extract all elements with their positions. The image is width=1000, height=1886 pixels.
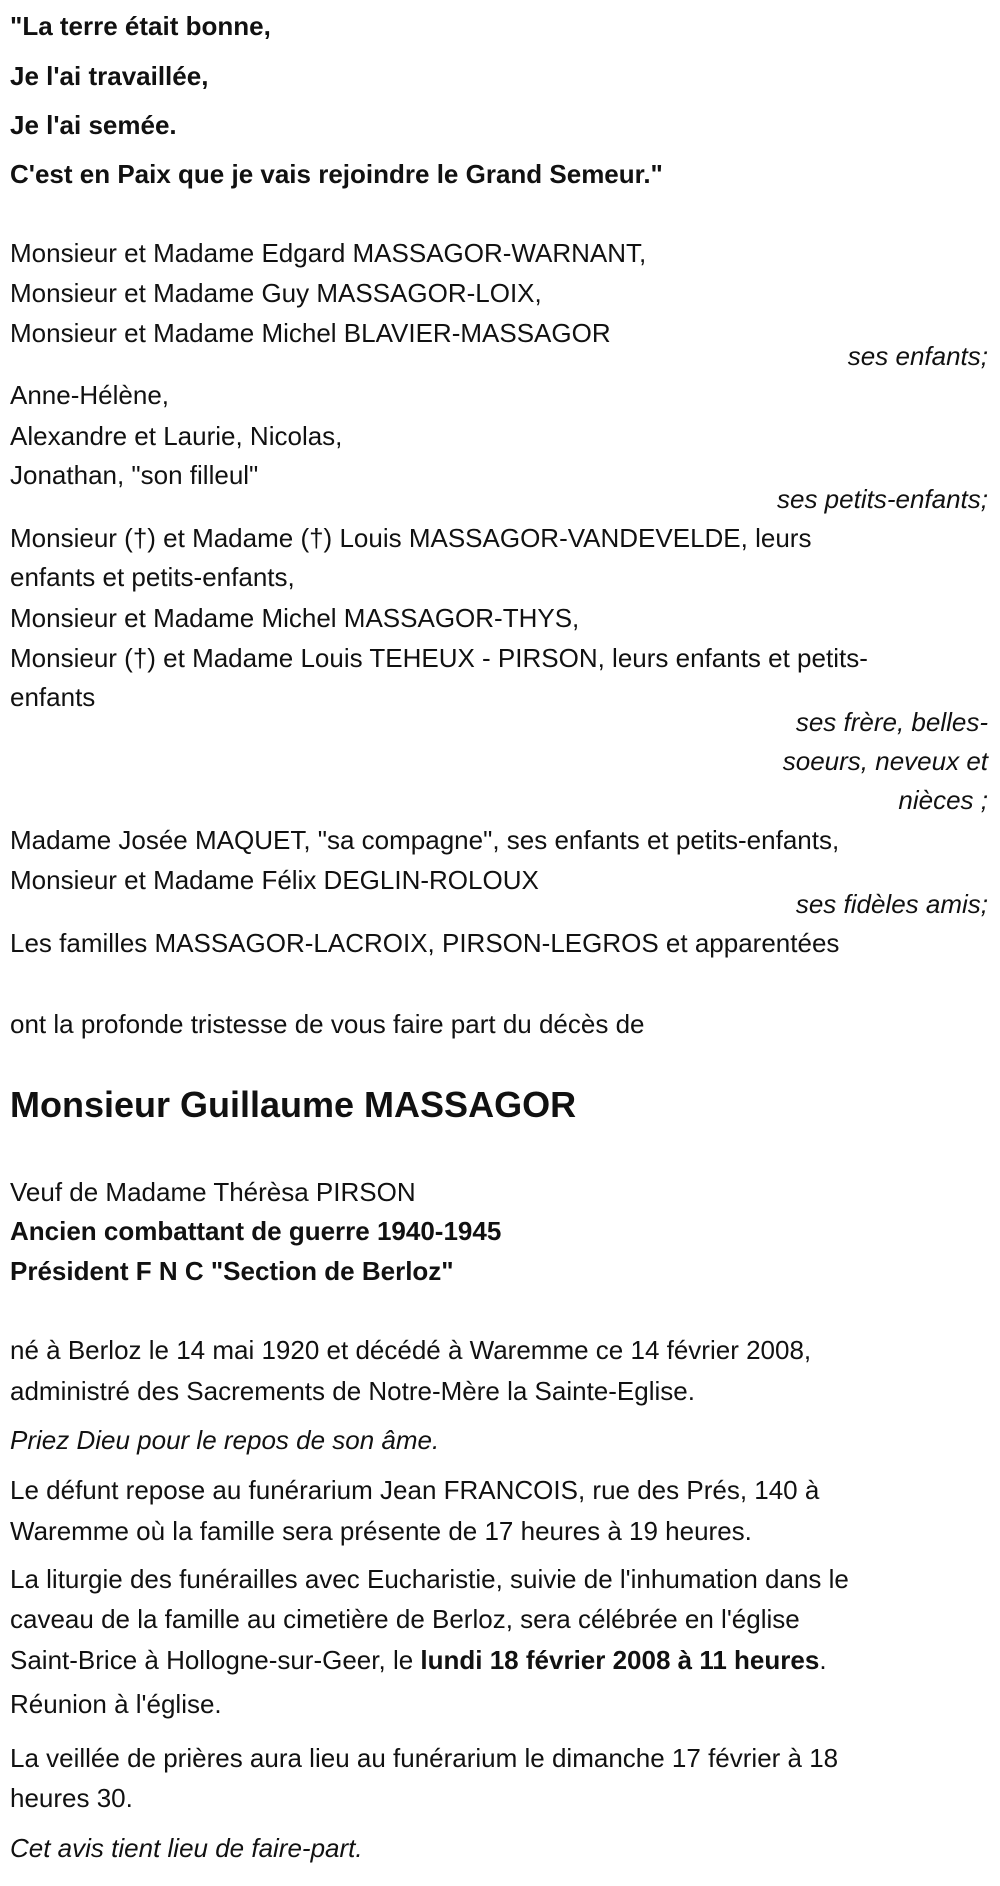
vigil-line: heures 30. [10,1783,133,1813]
liturgy-line [10,1640,827,1680]
quote-line: Je l'ai travaillée, [10,61,209,91]
siblings-label: ses frère, belles- [795,707,988,737]
liturgy-line: caveau de la famille au cimetière de Berloz, sera célébrée en l'église [10,1604,800,1634]
deceased-name: Monsieur Guillaume MASSAGOR [10,1084,577,1125]
friends-line: Madame Josée MAQUET, "sa compagne", ses enfants et petits-enfants, [10,825,840,855]
funerarium-line: Le défunt repose au funérarium Jean FRANCOIS, rue des Prés, 140 à [10,1475,820,1505]
announcement: ont la profonde tristesse de vous faire part du décès de [10,1009,645,1039]
closing-line: Cet avis tient lieu de faire-part. [10,1833,363,1863]
birth-death-line: administré des Sacrements de Notre-Mère la Sainte-Eglise. [10,1376,695,1406]
siblings-line: enfants [10,682,96,712]
siblings-label: soeurs, neveux et [782,746,988,776]
siblings-line: Monsieur et Madame Michel MASSAGOR-THYS, [10,603,580,633]
quote-line: C'est en Paix que je vais rejoindre le Grand Semeur." [10,159,663,189]
title-line: Président F N C "Section de Berloz" [10,1256,454,1286]
title-line: Ancien combattant de guerre 1940-1945 [10,1216,502,1246]
siblings-line: enfants et petits-enfants, [10,562,295,592]
birth-death-line: né à Berloz le 14 mai 1920 et décédé à Waremme ce 14 février 2008, [10,1335,812,1365]
children-line: Monsieur et Madame Guy MASSAGOR-LOIX, [10,278,542,308]
vigil-line: La veillée de prières aura lieu au funérarium le dimanche 17 février à 18 [10,1743,839,1773]
children-label: ses enfants; [847,341,988,371]
quote-line: "La terre était bonne, [10,11,271,41]
liturgy-text: Saint-Brice à Hollogne-sur-Geer, le [10,1645,421,1675]
families-line: Les familles MASSAGOR-LACROIX, PIRSON-LEGROS et apparentées [10,928,840,958]
prayer-line: Priez Dieu pour le repos de son âme. [10,1425,440,1455]
friends-line: Monsieur et Madame Félix DEGLIN-ROLOUX [10,865,539,895]
grandchildren-line: Anne-Hélène, [10,380,169,410]
funeral-date: lundi 18 février 2008 à 11 heures [420,1645,820,1675]
widower-line: Veuf de Madame Thérèsa PIRSON [10,1177,416,1207]
grandchildren-label: ses petits-enfants; [777,484,988,514]
children-line: Monsieur et Madame Edgard MASSAGOR-WARNANT, [10,238,647,268]
children-line: Monsieur et Madame Michel BLAVIER-MASSAGOR [10,318,611,348]
siblings-line: Monsieur (†) et Madame (†) Louis MASSAGOR-VANDEVELDE, leurs [10,523,812,553]
siblings-line: Monsieur (†) et Madame Louis TEHEUX - PIRSON, leurs enfants et petits- [10,643,868,673]
liturgy-text: . [819,1645,827,1675]
grandchildren-line: Alexandre et Laurie, Nicolas, [10,421,343,451]
liturgy-line: La liturgie des funérailles avec Eucharistie, suivie de l'inhumation dans le [10,1564,849,1594]
siblings-label: nièces ; [898,785,988,815]
meeting-line: Réunion à l'église. [10,1689,222,1719]
quote-line: Je l'ai semée. [10,110,177,140]
funerarium-line: Waremme où la famille sera présente de 17 heures à 19 heures. [10,1516,752,1546]
grandchildren-line: Jonathan, "son filleul" [10,460,259,490]
friends-label: ses fidèles amis; [795,889,988,919]
